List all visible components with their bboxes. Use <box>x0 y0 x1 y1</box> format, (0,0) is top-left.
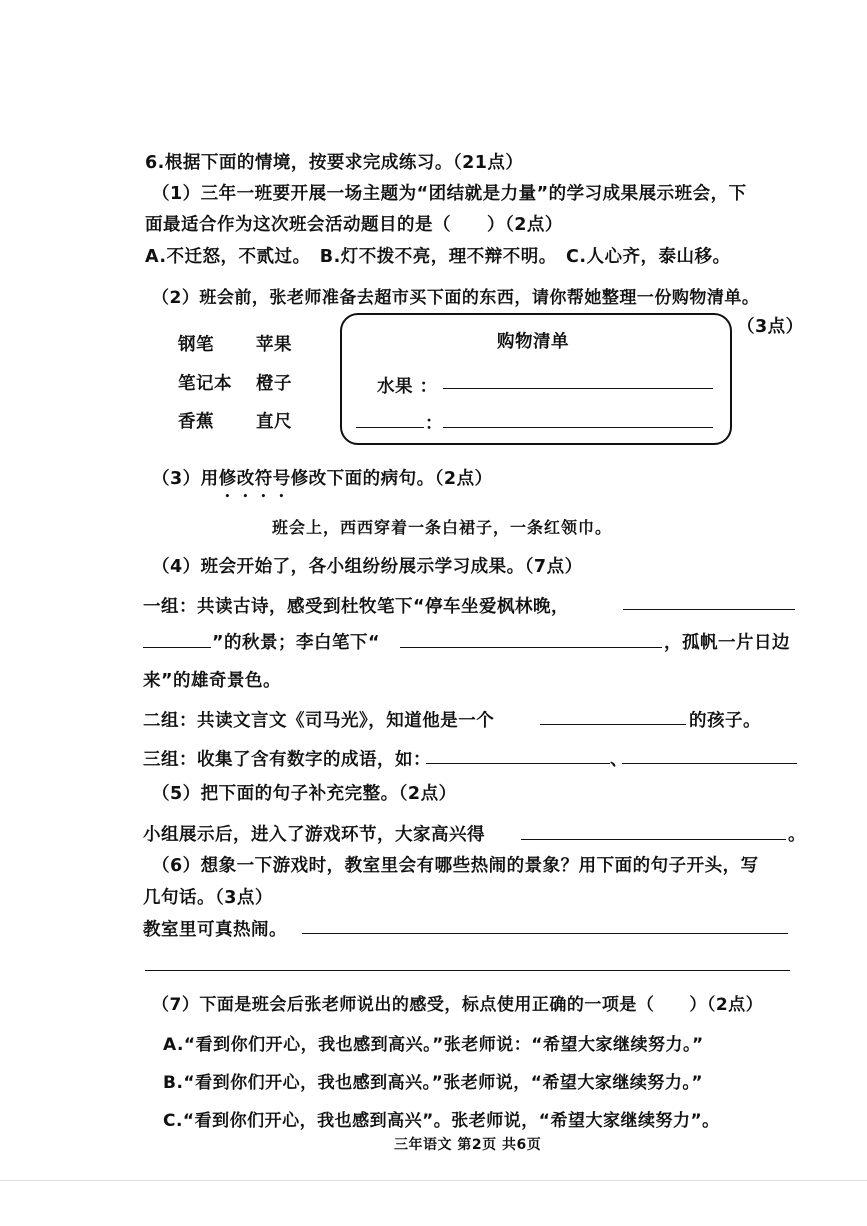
group1-text-b: ”的秋景；李白笔下“ <box>212 633 381 653</box>
poem-blank-1a[interactable] <box>623 609 795 610</box>
emphasis-char: 号 <box>272 469 291 489</box>
option-b: B.“看到你们开心，我也感到高兴。”张老师说，“希望大家继续努力。” <box>163 1073 704 1093</box>
q6-5-line: （5）把下面的句子补充完整。（2点） <box>152 784 457 804</box>
emphasis-char: 修 <box>218 469 237 489</box>
q6-2-points: （3点） <box>737 317 804 337</box>
q6-6-start: 教室里可真热闹。 <box>143 920 287 940</box>
group3-text: 三组：收集了含有数字的成语，如： <box>143 750 431 770</box>
q6-2-line: （2）班会前，张老师准备去超市买下面的东西，请你帮她整理一份购物清单。 <box>152 288 760 308</box>
q6-6-line2: 几句话。（3点） <box>143 888 273 908</box>
idiom-blank-1[interactable] <box>426 763 610 764</box>
q6-7-line: （7）下面是班会后张老师说出的感受，标点使用正确的一项是（ ）（2点） <box>152 995 764 1015</box>
q6-4-line: （4）班会开始了，各小组纷纷展示学习成果。（7点） <box>152 557 583 577</box>
shopping-list-title: 购物清单 <box>497 332 569 352</box>
writing-line-2[interactable] <box>145 970 790 971</box>
poem-blank-1b[interactable] <box>143 647 211 648</box>
q6-5-text: 小组展示后，进入了游戏环节，大家高兴得 <box>143 825 485 845</box>
sima-guang-blank[interactable] <box>540 724 686 725</box>
emphasis-char: 符 <box>254 469 273 489</box>
poem-blank-2[interactable] <box>400 647 662 648</box>
item-apple: 苹果 <box>256 335 292 355</box>
q6-3-pre: （3）用 <box>152 469 219 489</box>
item-notebook: 笔记本 <box>178 374 232 394</box>
category-colon: ： <box>425 414 443 434</box>
item-pen: 钢笔 <box>178 335 214 355</box>
q6-1-line1: （1）三年一班要开展一场主题为“团结就是力量”的学习成果展示班会，下 <box>152 184 747 204</box>
category-answer-line[interactable] <box>356 427 424 428</box>
option-a: A.“看到你们开心，我也感到高兴。”张老师说：“希望大家继续努力。” <box>163 1035 704 1055</box>
q6-1-options: A.不迁怒，不贰过。 B.灯不拨不亮，理不辩不明。 C.人心齐，泰山移。 <box>145 247 731 267</box>
q6-3-line <box>152 465 493 490</box>
option-c: C.“看到你们开心，我也感到高兴”。张老师说，“希望大家继续努力”。 <box>163 1111 720 1131</box>
writing-line-1[interactable] <box>302 933 788 934</box>
group2-text-b: 的孩子。 <box>689 711 761 731</box>
item-ruler: 直尺 <box>256 412 292 432</box>
group2-text-a: 二组：共读文言文《司马光》，知道他是一个 <box>143 711 495 731</box>
item-banana: 香蕉 <box>178 412 214 432</box>
fruit-label: 水果 ： <box>377 377 438 397</box>
idiom-separator: 、 <box>610 750 628 770</box>
question-6-title: 6.根据下面的情境，按要求完成练习。（21点） <box>145 153 524 173</box>
q6-5-end: 。 <box>788 825 806 845</box>
emphasis-char: 改 <box>236 469 255 489</box>
idiom-blank-2[interactable] <box>622 763 797 764</box>
sentence-complete-blank[interactable] <box>521 839 786 840</box>
group1-text-c: ，孤帆一片日边 <box>664 633 790 653</box>
group1-text-a: 一组：共读古诗，感受到杜牧笔下“停车坐爱枫林晚， <box>143 597 569 617</box>
fruit-answer-line[interactable] <box>443 388 713 389</box>
page-footer: 三年语文 第2页 共6页 <box>394 1137 542 1153</box>
item-orange: 橙子 <box>256 374 292 394</box>
page-bottom-divider <box>0 1180 867 1181</box>
q6-6-line1: （6）想象一下游戏时，教室里会有哪些热闹的景象？用下面的句子开头，写 <box>152 856 759 876</box>
group1-text-d: 来”的雄奇景色。 <box>143 671 282 691</box>
category-items-answer-line[interactable] <box>443 427 713 428</box>
faulty-sentence: 班会上，西西穿着一条白裙子，一条红领巾。 <box>272 518 613 537</box>
q6-1-line2: 面最适合作为这次班会活动题目的是（ ）（2点） <box>145 215 563 235</box>
q6-3-post: 修改下面的病句。（2点） <box>290 469 493 489</box>
